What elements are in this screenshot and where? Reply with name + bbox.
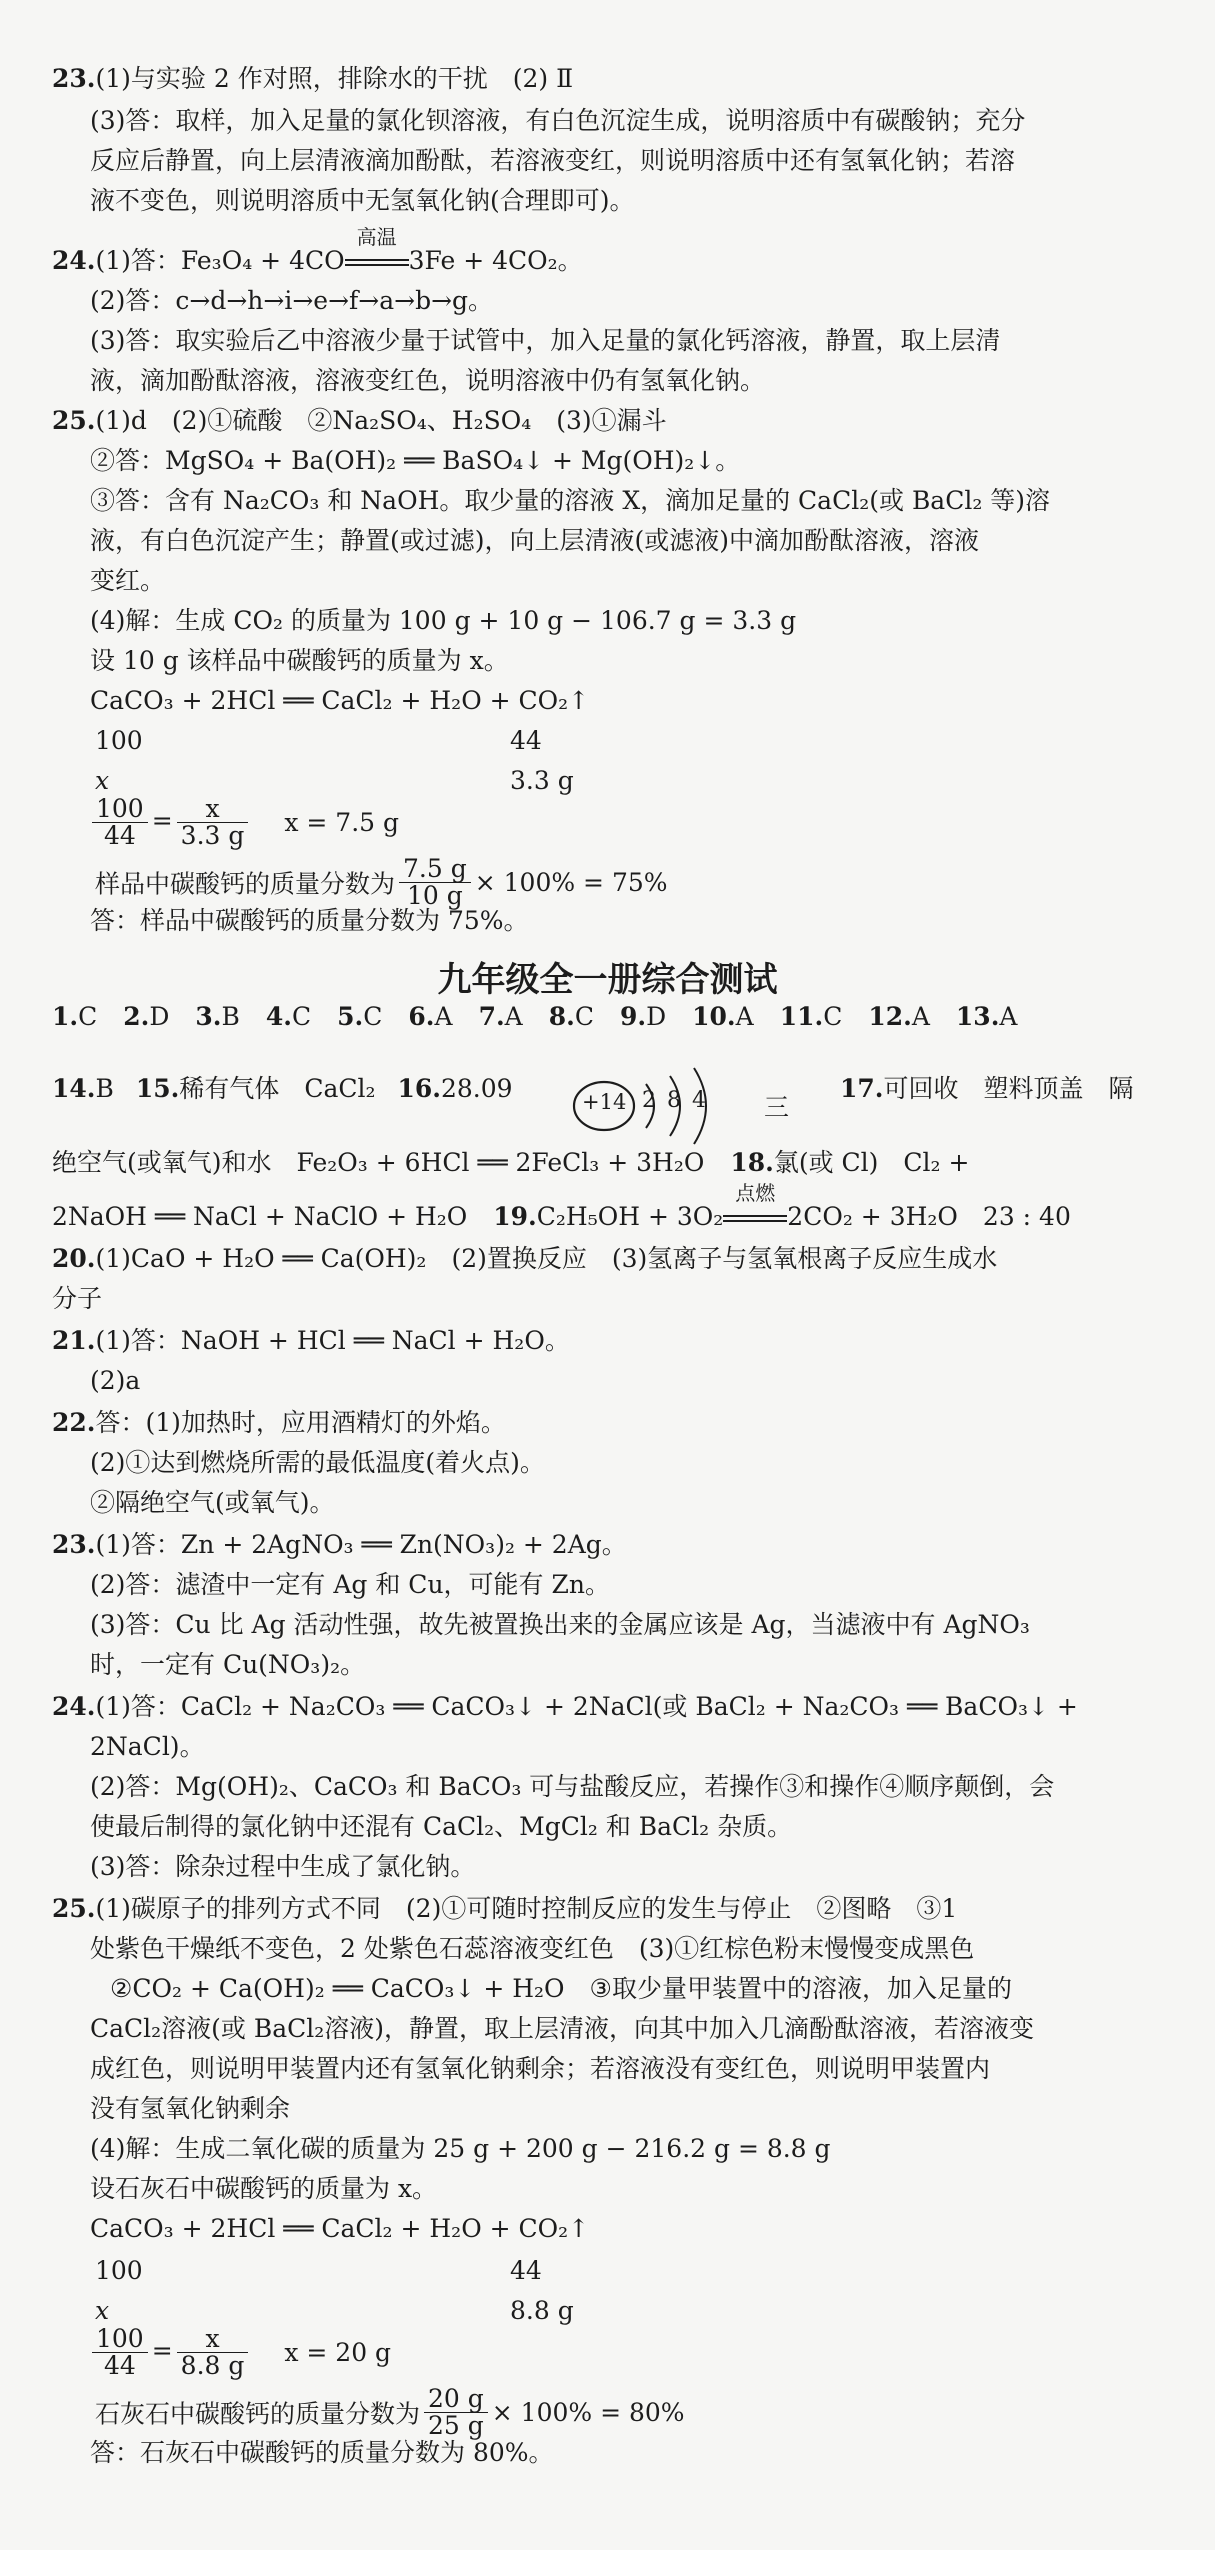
molar-mass-1: 100 [95, 726, 143, 755]
answer-text: (1)CaO + H₂O ══ Ca(OH)₂ (2)置换反应 (3)氢离子与氢氧根离子反应生成水 [95, 1244, 998, 1273]
mc-item [956, 1002, 1018, 1031]
question-number: 11. [779, 1002, 824, 1031]
q21-line2: (2)a [90, 1366, 141, 1395]
denominator: 44 [103, 2351, 136, 2380]
q23-line2: (3)答：取样，加入足量的氯化钡溶液，有白色沉淀生成，说明溶质中有碳酸钠；充分 [90, 106, 1026, 135]
q24-line1 [52, 225, 583, 278]
question-number: 4. [265, 1002, 292, 1031]
question-number: 25. [52, 406, 96, 435]
q25-line1 [52, 404, 667, 438]
denominator: 10 g [406, 881, 463, 910]
q24-line4: 液，滴加酚酞溶液，溶液变红色，说明溶液中仍有氢氧化钠。 [90, 366, 766, 395]
proportion: $\frac{100}{44}$ = $\frac{x}{3.3 g}$ x = 7.5 g [88, 796, 399, 849]
question-number: 13. [955, 1002, 1000, 1031]
q25b-line8: 设石灰石中碳酸钙的质量为 x。 [90, 2174, 438, 2203]
result: x = 20 g [284, 2338, 392, 2367]
answer-text: B [95, 1074, 114, 1103]
molar-mass-2: 44 [510, 2256, 542, 2285]
mc-item [868, 1002, 930, 1031]
q25b-line3: ②CO₂ + Ca(OH)₂ ══ CaCO₃↓ + H₂O ③取少量甲装置中的溶液，加入足量的 [110, 1974, 1012, 2003]
reaction-condition [345, 225, 409, 278]
section-title: 九年级全一册综合测试 [437, 960, 778, 1000]
mc-answer: A [735, 1002, 754, 1031]
molar-mass-1: 100 [95, 2256, 143, 2285]
nucleus-charge: +14 [582, 1090, 627, 1114]
mc-item [266, 1002, 311, 1031]
answer-text: 稀有气体 CaCl₂ [179, 1074, 376, 1103]
question-number: 19. [493, 1202, 537, 1231]
q25b-line7: (4)解：生成二氧化碳的质量为 25 g + 200 g − 216.2 g = 8.8 g [90, 2134, 831, 2163]
unknown-var: x [95, 2296, 110, 2325]
answer-text: 氯(或 Cl) Cl₂ + [773, 1148, 970, 1177]
question-number: 12. [868, 1002, 912, 1031]
question-number: 23. [52, 64, 96, 93]
q22-line1 [52, 1406, 506, 1440]
atom-structure-diagram [566, 1062, 816, 1152]
numerator: x [177, 2326, 249, 2353]
question-number: 24. [52, 1692, 96, 1721]
equation-right: 3Fe + 4CO₂。 [408, 246, 583, 275]
q17-line [840, 1072, 1134, 1106]
molar-mass-2: 44 [510, 726, 542, 755]
mc-item [479, 1002, 523, 1031]
question-number: 21. [52, 1326, 96, 1355]
mc-answer: C [823, 1002, 843, 1031]
answer-text: 28.09 [440, 1074, 513, 1103]
q24b-line3: (2)答：Mg(OH)₂、CaCO₃ 和 BaCO₃ 可与盐酸反应，若操作③和操作④顺序颠倒，会 [90, 1772, 1055, 1801]
chemical-equation: CaCO₃ + 2HCl ══ CaCl₂ + H₂O + CO₂↑ [90, 686, 590, 715]
q23-line4: 液不变色，则说明溶质中无氢氧化钠(合理即可)。 [90, 186, 635, 215]
question-number: 14. [52, 1074, 96, 1103]
denominator: 3.3 g [180, 821, 245, 850]
q18-19-line [52, 1181, 1071, 1234]
mc-answer: A [434, 1002, 453, 1031]
equation-left: (1)答：Fe₃O₄ + 4CO [95, 246, 345, 275]
q14-17-line [52, 1072, 513, 1106]
mc-item [620, 1002, 666, 1031]
result: x = 7.5 g [284, 808, 399, 837]
denominator: 25 g [428, 2411, 484, 2440]
proportion: $\frac{100}{44}$ = $\frac{x}{8.8 g}$ x = 20 g [88, 2326, 391, 2379]
question-number: 3. [195, 1002, 222, 1031]
mc-answer: C [292, 1002, 312, 1031]
q24b-line5: (3)答：除杂过程中生成了氯化钠。 [90, 1852, 476, 1881]
answer-text: 答：(1)加热时，应用酒精灯的外焰。 [95, 1408, 506, 1437]
mc-answer: C [363, 1002, 383, 1031]
numerator: 100 [92, 2326, 148, 2353]
mc-item [549, 1002, 594, 1031]
numerator: 20 g [424, 2386, 488, 2413]
question-number: 1. [52, 1002, 79, 1031]
mc-answers [52, 1000, 1043, 1034]
mc-item [692, 1002, 754, 1031]
question-number: 5. [337, 1002, 364, 1031]
q25b-line2: 处紫色干燥纸不变色，2 处紫色石蕊溶液变红色 (3)①红棕色粉末慢慢变成黑色 [90, 1934, 975, 1963]
period-number: 三 [764, 1093, 790, 1122]
answer-text: (1)答：Zn + 2AgNO₃ ══ Zn(NO₃)₂ + 2Ag。 [95, 1530, 627, 1559]
q23b-line4: 时，一定有 Cu(NO₃)₂。 [90, 1650, 366, 1679]
chemical-equation: CaCO₃ + 2HCl ══ CaCl₂ + H₂O + CO₂↑ [90, 2214, 590, 2243]
q25-line2: ②答：MgSO₄ + Ba(OH)₂ ══ BaSO₄↓ + Mg(OH)₂↓。 [90, 446, 741, 475]
q22-line2: (2)①达到燃烧所需的最低温度(着火点)。 [90, 1448, 545, 1477]
condition-label: 高温 [356, 225, 397, 249]
mc-item [195, 1002, 239, 1031]
answer-text: (1)答：CaCl₂ + Na₂CO₃ ══ CaCO₃↓ + 2NaCl(或 BaCl₂ + Na₂CO₃ ══ BaCO₃↓ + [95, 1692, 1078, 1721]
answer-text: (1)碳原子的排列方式不同 (2)①可随时控制反应的发生与停止 ②图略 ③1 [95, 1894, 958, 1923]
answer-text: 可回收 塑料顶盖 隔 [883, 1074, 1134, 1103]
percentage-line [95, 2386, 685, 2439]
mc-answer: C [574, 1002, 594, 1031]
question-number: 17. [840, 1074, 884, 1103]
question-number: 15. [135, 1074, 180, 1103]
question-number: 16. [397, 1074, 441, 1103]
numerator: 7.5 g [399, 856, 471, 883]
q25-line3: ③答：含有 Na₂CO₃ 和 NaOH。取少量的溶液 X，滴加足量的 CaCl₂(或 BaCl₂ 等)溶 [90, 486, 1051, 515]
fraction [177, 2326, 249, 2379]
denominator: 8.8 g [180, 2351, 245, 2380]
unknown-var: x [95, 766, 110, 795]
question-number: 20. [52, 1244, 96, 1273]
mc-item [337, 1002, 382, 1031]
percentage-line [95, 856, 668, 909]
known-mass: 8.8 g [510, 2296, 574, 2325]
fraction [399, 856, 471, 909]
q20-line2: 分子 [52, 1284, 103, 1313]
numerator: x [177, 796, 249, 823]
question-number: 2. [123, 1002, 150, 1031]
q20-line1 [52, 1242, 997, 1276]
q24b-line4: 使最后制得的氯化钠中还混有 CaCl₂、MgCl₂ 和 BaCl₂ 杂质。 [90, 1812, 793, 1841]
q23-line1 [52, 62, 573, 96]
q22-line3: ②隔绝空气(或氧气)。 [90, 1488, 335, 1517]
question-number: 22. [52, 1408, 96, 1437]
question-number: 24. [52, 246, 96, 275]
question-number: 25. [52, 1894, 96, 1923]
mc-item [52, 1002, 97, 1031]
answer-text: 2NaOH ══ NaCl + NaClO + H₂O [52, 1202, 468, 1231]
final-answer: 答：样品中碳酸钙的质量分数为 75%。 [90, 906, 529, 935]
question-number: 23. [52, 1530, 96, 1559]
mc-answer: D [646, 1002, 667, 1031]
question-number: 7. [478, 1002, 505, 1031]
fraction [424, 2386, 488, 2439]
q25b-line1 [52, 1892, 957, 1926]
answer-text: (1)d (2)①硫酸 ②Na₂SO₄、H₂SO₄ (3)①漏斗 [95, 406, 667, 435]
q24-line3: (3)答：取实验后乙中溶液少量于试管中，加入足量的氯化钙溶液，静置，取上层清 [90, 326, 1001, 355]
pct-result: × 100% = 75% [474, 868, 668, 897]
q25-line6: (4)解：生成 CO₂ 的质量为 100 g + 10 g − 106.7 g = 3.3 g [90, 606, 797, 635]
question-number: 6. [408, 1002, 435, 1031]
mc-answer: A [999, 1002, 1018, 1031]
pct-result: × 100% = 80% [491, 2398, 685, 2427]
q23b-line3: (3)答：Cu 比 Ag 活动性强，故先被置换出来的金属应该是 Ag，当滤液中有 AgNO₃ [90, 1610, 1030, 1639]
q25-line4: 液，有白色沉淀产生；静置(或过滤)，向上层清液(或滤液)中滴加酚酞溶液，溶液 [90, 526, 980, 555]
question-number: 18. [730, 1148, 774, 1177]
q25-line5: 变红。 [90, 566, 166, 595]
pct-label: 石灰石中碳酸钙的质量分数为 [95, 2399, 421, 2429]
pct-label: 样品中碳酸钙的质量分数为 [95, 869, 396, 899]
fraction [177, 796, 249, 849]
final-answer: 答：石灰石中碳酸钙的质量分数为 80%。 [90, 2438, 554, 2467]
question-number: 8. [548, 1002, 575, 1031]
q23b-line1 [52, 1528, 627, 1562]
mc-item [408, 1002, 452, 1031]
question-number: 10. [692, 1002, 736, 1031]
electron-shells: 2 8 4 [642, 1088, 708, 1113]
fraction [92, 796, 148, 849]
q21-line1 [52, 1324, 570, 1358]
equation-left: C₂H₅OH + 3O₂ [536, 1202, 724, 1231]
mc-answer: D [149, 1002, 170, 1031]
mc-item [123, 1002, 169, 1031]
mc-answer: A [911, 1002, 930, 1031]
denominator: 44 [103, 821, 136, 850]
q25-line7: 设 10 g 该样品中碳酸钙的质量为 x。 [90, 646, 509, 675]
q25b-line6: 没有氢氧化钠剩余 [90, 2094, 291, 2123]
mc-answer: B [221, 1002, 240, 1031]
q25b-line5: 成红色，则说明甲装置内还有氢氧化钠剩余；若溶液没有变红色，则说明甲装置内 [90, 2054, 991, 2083]
q23b-line2: (2)答：滤渣中一定有 Ag 和 Cu，可能有 Zn。 [90, 1570, 610, 1599]
q23-line3: 反应后静置，向上层清液滴加酚酞，若溶液变红，则说明溶质中还有氢氧化钠；若溶 [90, 146, 1016, 175]
known-mass: 3.3 g [510, 766, 574, 795]
mc-answer: A [504, 1002, 523, 1031]
q24b-line1 [52, 1690, 1078, 1724]
q17-18-line [52, 1146, 969, 1180]
q25b-line4: CaCl₂溶液(或 BaCl₂溶液)，静置，取上层清液，向其中加入几滴酚酞溶液，若溶液变 [90, 2014, 1035, 2043]
q24-line2: (2)答：c→d→h→i→e→f→a→b→g。 [90, 286, 494, 315]
condition-label: 点燃 [735, 1181, 776, 1205]
question-number: 9. [619, 1002, 647, 1031]
answer-text: (1)与实验 2 作对照，排除水的干扰 (2) Ⅱ [95, 64, 574, 93]
fraction [92, 2326, 148, 2379]
answer-text: (1)答：NaOH + HCl ══ NaCl + H₂O。 [95, 1326, 570, 1355]
numerator: 100 [92, 796, 148, 823]
q24b-line2: 2NaCl)。 [90, 1732, 205, 1761]
mc-item [780, 1002, 843, 1031]
mc-answer: C [78, 1002, 98, 1031]
equation-right: 2CO₂ + 3H₂O 23 : 40 [787, 1202, 1071, 1231]
reaction-condition [723, 1181, 787, 1234]
answer-text: 绝空气(或氧气)和水 Fe₂O₃ + 6HCl ══ 2FeCl₃ + 3H₂O [52, 1148, 705, 1177]
